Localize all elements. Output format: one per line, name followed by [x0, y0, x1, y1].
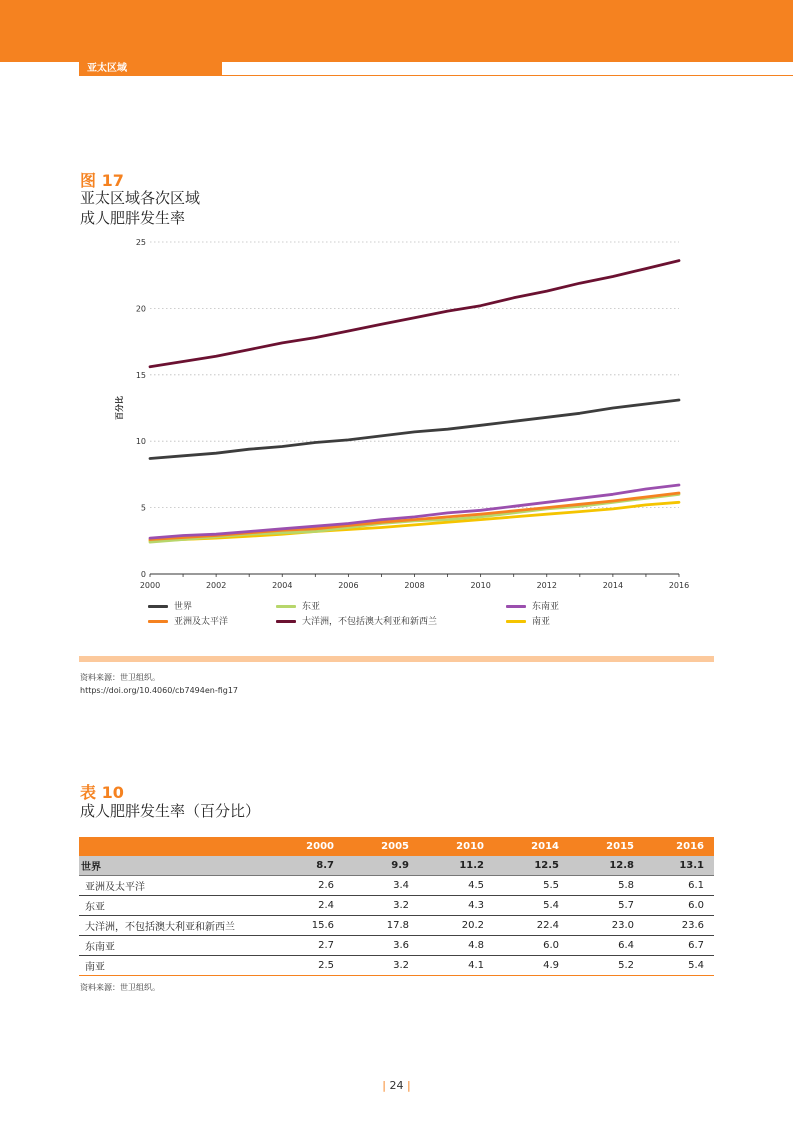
table-header-cell: 2014 [494, 837, 569, 856]
table-cell: 12.8 [569, 856, 644, 876]
table-row [79, 936, 714, 956]
legend-item [148, 600, 192, 614]
table-cell: 9.9 [344, 856, 419, 876]
legend-label: 南亚 [532, 617, 551, 627]
table-cell: 3.2 [344, 896, 419, 916]
table-header-cell [79, 837, 269, 856]
row-label: 东亚 [79, 896, 269, 916]
legend-swatch [276, 605, 296, 608]
table-cell: 6.0 [644, 896, 714, 916]
legend-item [506, 600, 559, 614]
table-cell: 13.1 [644, 856, 714, 876]
table-cell: 4.3 [419, 896, 494, 916]
legend-swatch [148, 605, 168, 608]
row-label: 大洋洲，不包括澳大利亚和新西兰 [79, 916, 269, 936]
y-tick-label: 20 [135, 304, 146, 314]
legend-label: 东南亚 [532, 602, 560, 612]
table-header-row [79, 837, 714, 856]
table-cell: 6.1 [644, 876, 714, 896]
table-row-world [79, 856, 714, 876]
series-line-3 [150, 261, 679, 367]
chart-legend [148, 600, 708, 634]
table-title: 成人肥胖发生率（百分比） [80, 802, 261, 820]
obesity-table [79, 837, 714, 976]
legend-swatch [276, 620, 296, 623]
table-cell: 6.0 [494, 936, 569, 956]
table-header-cell: 2016 [644, 837, 714, 856]
y-tick-label: 5 [140, 503, 146, 513]
legend-label: 亚洲及太平洋 [174, 617, 229, 627]
legend-item [148, 615, 228, 629]
table-cell: 2.6 [269, 876, 344, 896]
row-label: 南亚 [79, 956, 269, 976]
table-cell: 3.2 [344, 956, 419, 976]
figure-title [80, 188, 200, 228]
x-tick-label: 2000 [139, 581, 161, 590]
x-tick-label: 2002 [205, 581, 227, 590]
table-cell: 5.8 [569, 876, 644, 896]
table-cell: 12.5 [494, 856, 569, 876]
table-cell: 23.0 [569, 916, 644, 936]
figure-title-line1: 亚太区域各次区域 [80, 189, 201, 207]
x-tick-label: 2016 [668, 581, 690, 590]
header-band [0, 0, 793, 62]
table-cell: 22.4 [494, 916, 569, 936]
table-cell: 3.6 [344, 936, 419, 956]
table-header-cell: 2015 [569, 837, 644, 856]
figure-title-line2: 成人肥胖发生率 [80, 209, 186, 227]
figure-divider [79, 656, 714, 662]
table-row [79, 916, 714, 936]
x-tick-label: 2014 [602, 581, 624, 590]
x-tick-label: 2004 [272, 581, 293, 590]
page-number-bar-left: | [382, 1079, 386, 1092]
page-number-value: 24 [389, 1079, 404, 1092]
legend-label: 东亚 [302, 602, 321, 612]
table-label: 表 10 [80, 783, 124, 802]
row-label: 世界 [79, 856, 269, 876]
table-cell: 4.9 [494, 956, 569, 976]
table-cell: 20.2 [419, 916, 494, 936]
y-tick-label: 15 [135, 370, 146, 380]
legend-swatch [506, 620, 526, 623]
row-label: 东南亚 [79, 936, 269, 956]
table-header-cell: 2000 [269, 837, 344, 856]
series-line-0 [150, 400, 679, 459]
table-cell: 5.5 [494, 876, 569, 896]
line-chart [100, 232, 700, 594]
table-cell: 5.4 [494, 896, 569, 916]
row-label: 亚洲及太平洋 [79, 876, 269, 896]
table-row [79, 956, 714, 976]
y-tick-label: 0 [140, 570, 146, 579]
figure-doi-link[interactable]: https://doi.org/10.4060/cb7494en-fig17 [80, 686, 239, 695]
x-tick-label: 2008 [404, 581, 425, 590]
table-cell: 4.5 [419, 876, 494, 896]
legend-item [506, 615, 550, 629]
table-cell: 5.2 [569, 956, 644, 976]
table-cell: 8.7 [269, 856, 344, 876]
table-cell: 11.2 [419, 856, 494, 876]
table-row [79, 896, 714, 916]
y-tick-label: 10 [135, 437, 146, 447]
table-cell: 5.7 [569, 896, 644, 916]
table-row [79, 876, 714, 896]
y-axis-label: 百分比 [115, 396, 124, 420]
legend-label: 世界 [174, 602, 193, 612]
header-rule [222, 75, 793, 76]
y-tick-label: 25 [135, 238, 146, 247]
legend-swatch [506, 605, 526, 608]
figure-label: 图 17 [80, 171, 124, 190]
x-tick-label: 2006 [338, 581, 359, 590]
table-cell: 23.6 [644, 916, 714, 936]
table-cell: 17.8 [344, 916, 419, 936]
legend-item [276, 600, 320, 614]
table-header-cell: 2005 [344, 837, 419, 856]
table-cell: 6.7 [644, 936, 714, 956]
table-cell: 2.5 [269, 956, 344, 976]
series-line-4 [150, 485, 679, 538]
x-tick-label: 2012 [536, 581, 557, 590]
page-number-bar-right: | [407, 1079, 411, 1092]
legend-item [276, 615, 437, 629]
table-cell: 4.8 [419, 936, 494, 956]
table-cell: 15.6 [269, 916, 344, 936]
table-cell: 2.4 [269, 896, 344, 916]
table-header-cell: 2010 [419, 837, 494, 856]
table-cell: 5.4 [644, 956, 714, 976]
table-cell: 2.7 [269, 936, 344, 956]
figure-source-text: 资料来源：世卫组织。 [80, 673, 160, 682]
legend-label: 大洋洲，不包括澳大利亚和新西兰 [302, 617, 438, 627]
table-source: 资料来源：世卫组织。 [80, 983, 160, 992]
page-number [0, 1079, 793, 1092]
legend-swatch [148, 620, 168, 623]
section-tab: 亚太区域 [79, 62, 222, 76]
figure-source [80, 671, 238, 697]
x-tick-label: 2010 [470, 581, 491, 590]
table-cell: 6.4 [569, 936, 644, 956]
table-cell: 3.4 [344, 876, 419, 896]
table-cell: 4.1 [419, 956, 494, 976]
